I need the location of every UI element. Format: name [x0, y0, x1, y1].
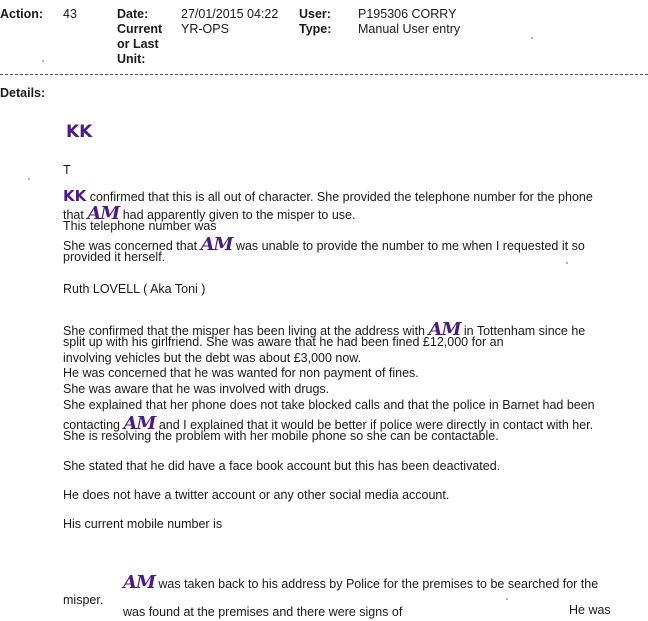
text-fragment: was unable to provide the number to me when I requested it so [232, 239, 585, 253]
text-fragment: that [63, 208, 88, 222]
user-value: P195306 CORRY [358, 7, 457, 21]
type-label: Type: [299, 22, 332, 36]
text-line: She stated that he did have a face book account but this has been deactivated. [63, 459, 501, 473]
redaction-stamp: AM [200, 234, 233, 255]
scan-speck [42, 60, 44, 62]
redaction-stamp: KK [66, 122, 93, 142]
text-line: He does not have a twitter account or any other social media account. [63, 488, 450, 502]
scan-speck [531, 37, 533, 39]
text-fragment: in Tottenham since he [460, 324, 586, 338]
user-label: User: [299, 7, 331, 21]
text-line: was found at the premises and there were signs of [123, 605, 403, 619]
date-value: 27/01/2015 04:22 [181, 7, 279, 21]
text-line: involving vehicles but the debt was about £3,000 now. [63, 351, 362, 365]
scan-speck [506, 598, 508, 600]
redaction-stamp: AM [87, 203, 120, 224]
text-line: T [63, 163, 71, 177]
unit-label: Unit: [117, 52, 146, 66]
text-fragment: and I explained that it would be better if police were directly in contact with her. [155, 418, 594, 432]
text-line [123, 572, 598, 593]
text-line: She explained that her phone does not take blocked calls and that the police in Barnet had been [63, 398, 595, 412]
redaction-stamp: AM [123, 572, 155, 593]
text-line: misper. [63, 593, 104, 607]
text-line: He was concerned that he was wanted for non payment of fines. [63, 366, 419, 380]
text-line: His current mobile number is [63, 517, 223, 531]
text-fragment: confirmed that this is all out of character. She provided the telephone number for the phone [86, 190, 593, 204]
text-line: She is resolving the problem with her mobile phone so she can be contactable. [63, 429, 499, 443]
scan-speck [28, 178, 30, 180]
text-fragment: was taken back to his address by Police for the premises to be searched for the [154, 577, 599, 591]
type-value: Manual User entry [358, 22, 461, 36]
redaction-stamp: AM [428, 319, 461, 340]
redaction-stamp: AM [123, 413, 156, 434]
text-line: She was aware that he was involved with drugs. [63, 382, 330, 396]
action-number: 43 [63, 7, 77, 21]
header-divider [0, 74, 648, 75]
redaction-stamp: KK [63, 187, 87, 205]
text-fragment: She was concerned that [63, 239, 201, 253]
text-line: provided it herself. [63, 250, 166, 264]
or-last-label: or Last [117, 37, 159, 51]
details-label: Details: [0, 86, 46, 100]
text-line: split up with his girlfriend. She was aware that he had been fined £12,000 for an [63, 335, 504, 349]
text-fragment: had apparently given to the misper to use. [119, 208, 356, 222]
unit-value: YR-OPS [181, 22, 229, 36]
scan-speck [566, 262, 568, 264]
text-fragment: She confirmed that the misper has been living at the address with [63, 324, 429, 338]
text-line: This telephone number was [63, 219, 217, 233]
text-line: He was [569, 603, 611, 617]
text-line: Ruth LOVELL ( Aka Toni ) [63, 282, 206, 296]
current-label: Current [117, 22, 163, 36]
text-fragment: contacting [63, 418, 124, 432]
action-label: Action: [0, 7, 44, 21]
date-label: Date: [117, 7, 149, 21]
